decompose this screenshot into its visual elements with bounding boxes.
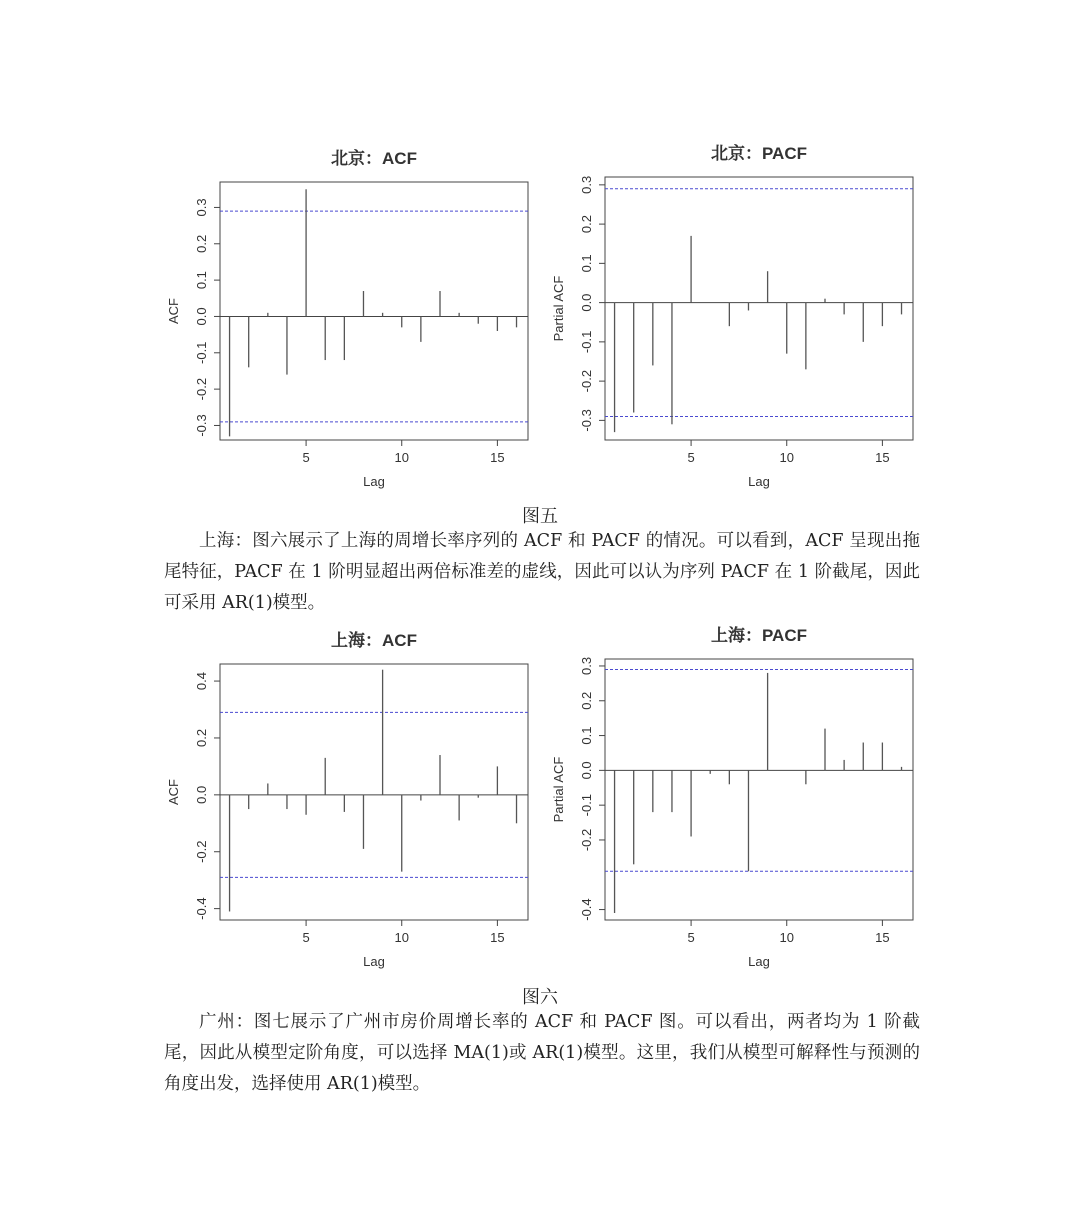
y-tick-label: 0.0 xyxy=(579,293,594,312)
x-tick-label: 10 xyxy=(394,930,409,945)
figure-caption-6: 图六 xyxy=(522,987,558,1008)
y-tick-label: 0.2 xyxy=(194,234,209,253)
y-tick-label: -0.3 xyxy=(579,409,594,432)
y-tick-label: 0.3 xyxy=(194,198,209,217)
plot-frame xyxy=(605,177,913,440)
y-tick-label: -0.2 xyxy=(194,377,209,401)
y-axis-label: Partial ACF xyxy=(551,275,566,342)
x-tick-label: 5 xyxy=(687,450,695,465)
y-axis-label: ACF xyxy=(166,779,181,805)
y-tick-label: 0.1 xyxy=(194,271,209,290)
chart-shanghai-acf xyxy=(160,622,540,980)
y-tick-label: 0.3 xyxy=(579,656,594,675)
x-axis-label: Lag xyxy=(748,954,770,969)
y-tick-label: 0.2 xyxy=(579,215,594,234)
x-tick-label: 10 xyxy=(779,930,794,945)
x-tick-label: 15 xyxy=(490,930,505,945)
plot-frame xyxy=(605,659,913,920)
y-tick-label: -0.4 xyxy=(194,897,209,920)
x-tick-label: 15 xyxy=(875,450,890,465)
x-tick-label: 10 xyxy=(394,450,409,465)
x-axis-label: Lag xyxy=(363,474,385,489)
y-tick-label: 0.4 xyxy=(194,672,209,691)
chart-title: 上海：PACF xyxy=(710,626,808,645)
x-tick-label: 5 xyxy=(687,930,695,945)
x-axis-label: Lag xyxy=(363,954,385,969)
x-tick-label: 5 xyxy=(302,930,310,945)
y-tick-label: -0.1 xyxy=(579,793,594,817)
y-axis-label: Partial ACF xyxy=(551,756,566,823)
x-tick-label: 10 xyxy=(779,450,794,465)
chart-beijing-pacf xyxy=(545,135,925,500)
chart-title: 上海：ACF xyxy=(331,631,417,650)
y-tick-label: -0.1 xyxy=(579,330,594,354)
y-tick-label: 0.3 xyxy=(579,175,594,194)
y-tick-label: 0.1 xyxy=(579,254,594,273)
chart-beijing-acf xyxy=(160,140,540,500)
y-tick-label: 0.0 xyxy=(194,785,209,804)
y-tick-label: -0.3 xyxy=(194,414,209,437)
chart-shanghai-pacf xyxy=(545,617,925,980)
x-tick-label: 15 xyxy=(490,450,505,465)
plot-frame xyxy=(220,664,528,920)
y-tick-label: 0.0 xyxy=(194,307,209,326)
y-tick-label: 0.2 xyxy=(194,728,209,747)
figure-caption-5: 图五 xyxy=(522,506,558,527)
y-tick-label: 0.2 xyxy=(579,691,594,710)
paragraph-shanghai: 上海：图六展示了上海的周增长率序列的 ACF 和 PACF 的情况。可以看到，ACF 呈现出拖尾特征，PACF 在 1 阶明显超出两倍标准差的虚线，因此可以认为序列 PACF 在 1 阶截尾，因此可采用 AR(1)模型。 xyxy=(164,531,920,613)
chart-title: 北京：PACF xyxy=(710,144,808,163)
x-tick-label: 15 xyxy=(875,930,890,945)
paragraph-guangzhou: 广州：图七展示了广州市房价周增长率的 ACF 和 PACF 图。可以看出，两者均为 1 阶截尾，因此从模型定阶角度，可以选择 MA(1)或 AR(1)模型。这里，我们从模型可解释性与预测的角度出发，选择使用 AR(1)模型。 xyxy=(164,1012,920,1094)
plot-frame xyxy=(220,182,528,440)
y-tick-label: 0.1 xyxy=(579,726,594,745)
y-tick-label: -0.2 xyxy=(579,828,594,852)
chart-title: 北京：ACF xyxy=(331,149,417,168)
x-tick-label: 5 xyxy=(302,450,310,465)
y-axis-label: ACF xyxy=(166,298,181,324)
x-axis-label: Lag xyxy=(748,474,770,489)
y-tick-label: -0.2 xyxy=(579,369,594,393)
y-tick-label: -0.4 xyxy=(579,898,594,921)
y-tick-label: -0.1 xyxy=(194,341,209,364)
y-tick-label: -0.2 xyxy=(194,840,209,863)
y-tick-label: 0.0 xyxy=(579,761,594,780)
